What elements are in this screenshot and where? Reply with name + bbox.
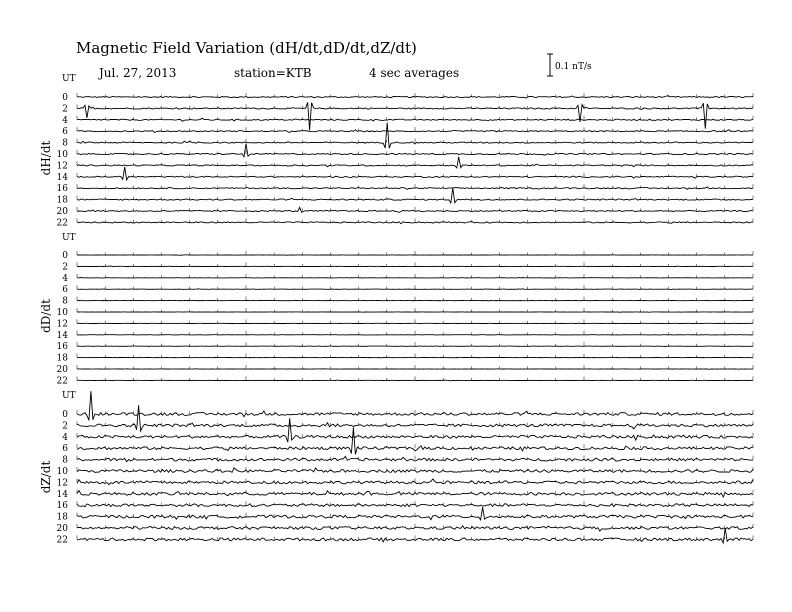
row-label: 6 <box>62 285 68 296</box>
row-label: 12 <box>56 319 68 330</box>
panel-ylabel: dD/dt <box>39 299 53 333</box>
row-label: 6 <box>62 127 68 138</box>
row-label: 14 <box>56 489 68 500</box>
panel-2 <box>39 391 753 545</box>
ut-label: UT <box>62 74 76 84</box>
hour-ticks <box>77 376 753 380</box>
trace-row <box>77 323 753 324</box>
row-label: 0 <box>62 251 68 261</box>
trace-row <box>77 391 753 420</box>
row-label: 20 <box>56 365 68 375</box>
row-label: 4 <box>62 432 68 443</box>
row-label: 20 <box>56 207 68 217</box>
row-label: 8 <box>62 138 68 149</box>
row-label: 0 <box>62 410 68 420</box>
panel-ylabel: dZ/dt <box>39 460 53 494</box>
hour-ticks <box>77 297 753 301</box>
hour-ticks <box>77 365 753 369</box>
trace-row <box>77 380 753 381</box>
row-label: 22 <box>56 218 68 229</box>
trace-row <box>77 369 753 370</box>
trace-row <box>77 289 753 290</box>
hour-ticks <box>77 218 753 222</box>
row-label: 22 <box>56 376 68 387</box>
date-label: Jul. 27, 2013 <box>99 66 177 80</box>
hour-ticks <box>77 184 753 188</box>
trace-row <box>77 357 753 358</box>
chart-title: Magnetic Field Variation (dH/dt,dD/dt,dZ/dt) <box>76 39 417 57</box>
panels-group <box>39 74 753 545</box>
trace-row <box>77 188 753 203</box>
row-label: 16 <box>56 184 68 195</box>
trace-row <box>77 255 753 256</box>
hour-ticks <box>77 207 753 211</box>
row-label: 4 <box>62 115 68 126</box>
row-label: 18 <box>56 512 68 523</box>
hour-ticks <box>77 354 753 358</box>
hour-ticks <box>77 478 753 482</box>
hour-ticks <box>77 331 753 335</box>
row-label: 0 <box>62 93 68 103</box>
hour-ticks <box>77 104 753 108</box>
trace-row <box>77 278 753 279</box>
row-label: 2 <box>62 262 68 273</box>
trace-row <box>77 427 753 454</box>
hour-ticks <box>77 139 753 143</box>
hour-ticks <box>77 308 753 312</box>
row-label: 14 <box>56 172 68 183</box>
hour-ticks <box>77 274 753 278</box>
hour-ticks <box>77 342 753 346</box>
hour-ticks <box>77 535 753 539</box>
row-label: 20 <box>56 524 68 534</box>
panel-ylabel: dH/dt <box>39 140 53 176</box>
panel-1 <box>39 233 753 386</box>
trace-row <box>77 123 753 149</box>
trace-row <box>77 300 753 301</box>
trace-row <box>77 504 753 507</box>
row-label: 10 <box>56 308 68 318</box>
row-label: 6 <box>62 444 68 455</box>
row-label: 10 <box>56 150 68 160</box>
row-label: 4 <box>62 273 68 284</box>
hour-ticks <box>77 251 753 255</box>
scale-bar-label: 0.1 nT/s <box>555 62 592 72</box>
row-label: 2 <box>62 421 68 432</box>
row-label: 22 <box>56 535 68 546</box>
hour-ticks <box>77 319 753 323</box>
ut-label: UT <box>62 391 76 401</box>
trace-row <box>77 266 753 267</box>
row-label: 16 <box>56 501 68 512</box>
row-label: 12 <box>56 161 68 172</box>
row-label: 8 <box>62 296 68 307</box>
row-label: 18 <box>56 195 68 206</box>
station-label: station=KTB <box>234 66 312 80</box>
ut-label: UT <box>62 233 76 243</box>
row-label: 2 <box>62 104 68 115</box>
scale-bar <box>547 54 592 76</box>
hour-ticks <box>77 285 753 289</box>
trace-row <box>77 405 753 431</box>
row-label: 16 <box>56 342 68 353</box>
row-label: 18 <box>56 353 68 364</box>
row-label: 8 <box>62 455 68 466</box>
averaging-label: 4 sec averages <box>369 66 460 80</box>
hour-ticks <box>77 433 753 437</box>
trace-row <box>77 335 753 336</box>
panel-0 <box>39 74 753 228</box>
row-label: 12 <box>56 478 68 489</box>
hour-ticks <box>77 262 753 266</box>
row-label: 14 <box>56 330 68 341</box>
row-label: 10 <box>56 467 68 477</box>
